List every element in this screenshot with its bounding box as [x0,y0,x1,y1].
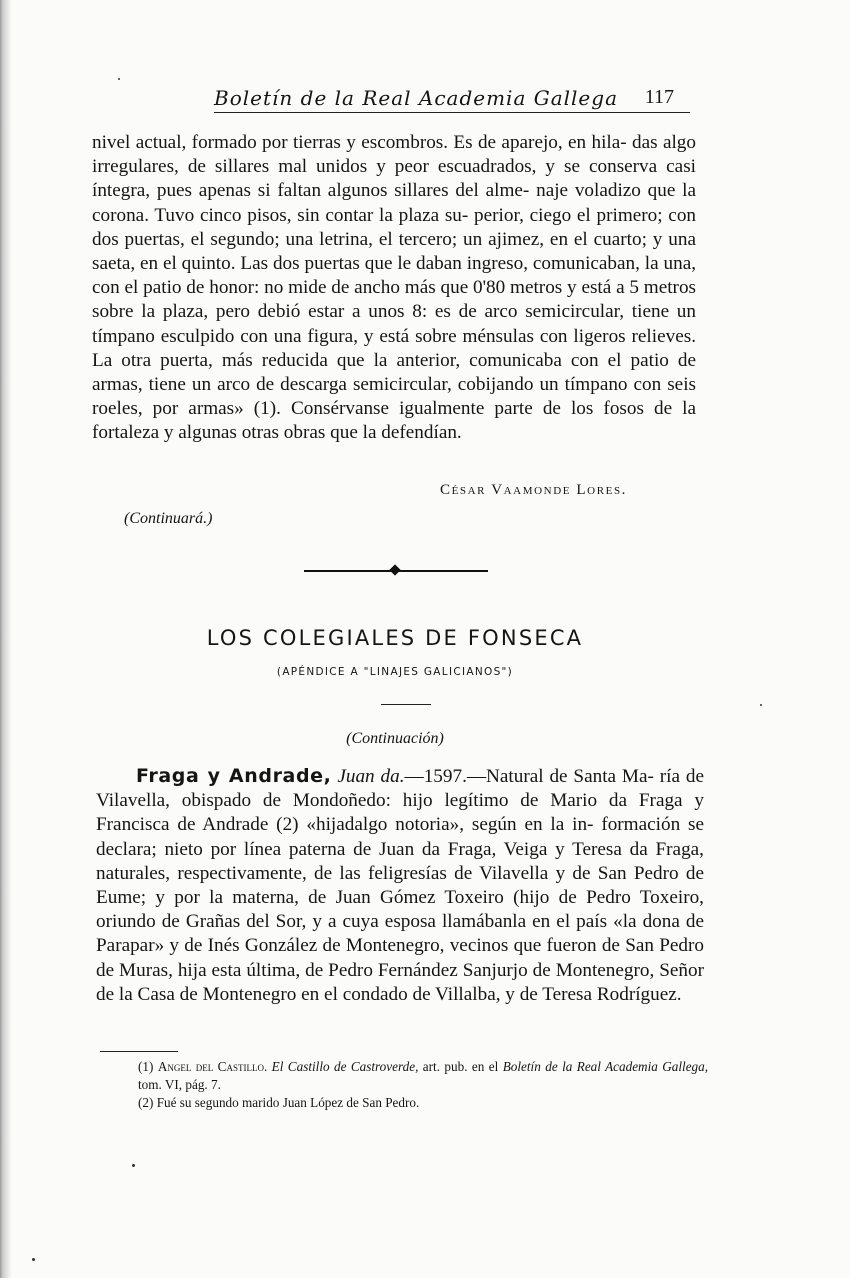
title-rule [381,704,431,705]
print-speck [760,704,762,706]
footnote-text: tom. VI, pág. 7. [138,1077,221,1092]
article2-paragraph [96,764,704,1007]
footnote-journal: Boletín de la Real Academia Gallega, [502,1059,709,1074]
section-ornament [304,565,488,577]
footnotes [100,1058,708,1112]
footnote-mark: (1) [138,1059,154,1074]
diamond-icon [389,564,400,575]
text-line: tímpano con seis roeles, por armas» (1). Consérvanse igualmente parte [92,374,696,420]
footnote-text: Fué su segundo marido Juan López de San Pedro. [156,1095,420,1110]
text-line: la plaza, pero debió estar a unos 8: es de arco semicircular, tiene un [141,301,696,323]
text-line: de Montenegro en el condado de Villalba, y de Teresa Rodríguez. [179,983,682,1005]
running-header [214,82,690,114]
print-speck [132,1164,135,1167]
continuara-note: (Continuará.) [124,510,213,527]
text-line: y Teresa da Fraga, naturales, respectivamente, de las feligresías de [96,838,704,884]
text-line: Toxeiro (hijo de Pedro Toxeiro, oriundo de Grañas del Sor, y a cuya [96,887,704,933]
footnote-2 [100,1094,708,1112]
footnote-1 [100,1058,708,1094]
footnote-text: art. pub. en el [422,1059,499,1074]
page-number: 117 [644,86,674,108]
text-line: naje voladizo que la corona. Tuvo cinco pisos, sin contar la plaza su- [92,180,697,226]
print-speck [32,1258,35,1261]
text-line: Vilavella y de San Pedro de Eume; y por la materna, de Juan Gómez [96,862,704,909]
text-line: conserva casi íntegra, pues apenas si faltan algunos sillares del alme- [92,156,696,202]
text-line: puertas que le daban ingreso, comunicaban, la una, con el patio de [92,253,697,299]
text-line: relieves. La otra puerta, más reducida que la anterior, comunicaba con [92,325,696,371]
text-line: tercero; un ajimez, en el cuarto; y una saeta, en el quinto. Las dos [92,228,696,275]
footnote-work: El Castillo de Castroverde, [271,1059,419,1074]
section-title: LOS COLEGIALES DE FONSECA [206,626,584,650]
text-line: das algo irregulares, de sillares mal unidos y peor escuadrados, y se [92,132,696,178]
print-speck [118,78,120,80]
text-line: formación se declara; nieto por línea paterna de Juan da Fraga, Veiga [96,814,704,860]
footnote-mark: (2) [138,1095,154,1110]
page-binding-edge [0,0,12,1278]
text-line: honor: no mide de ancho más que 0'80 metros y está a 5 metros sobre [92,277,697,323]
text-line: de los fosos de la fortaleza y algunas otras obras que la defendían. [92,398,697,444]
text-line: el patio de armas, tiene un arco de descarga semicircular, cobijando un [92,349,697,396]
article1-paragraph [92,131,696,446]
header-title: Boletín de la Real Academia Gallega [214,86,618,110]
footnote-author: Angel del Castillo. [157,1059,268,1074]
header-rule [214,112,690,113]
text-line: —1597.—Natural de Santa Ma- [404,766,654,787]
author-signature: César Vaamonde Lores. [440,482,628,498]
entry-name: Juan da. [337,766,405,787]
text-line: tímpano esculpido con una figura, y está sobre ménsulas con ligeros [92,325,626,347]
continuacion-note: (Continuación) [346,730,444,747]
text-line: nivel actual, formado por tierras y escombros. Es de aparejo, en hila- [92,132,627,153]
footnote-rule [100,1051,178,1052]
entry-heading: Fraga y Andrade, [136,765,332,787]
text-line: Fraga y Francisca de Andrade (2) «hijadalgo notoria», según en la in- [96,790,705,836]
section-subtitle: (APÉNDICE A "LINAJES GALICIANOS") [276,666,514,678]
text-line: esposa llamábanla en el país «la dona de Parapar» y de Inés González [96,911,705,957]
text-line: de Montenegro, vecinos que fueron de San Pedro de Muras, hija esta [96,935,704,981]
text-line: perior, ciego el primero; con dos puertas, el segundo; una letrina, el [92,204,697,250]
text-line: última, de Pedro Fernández Sanjurjo de Montenegro, Señor de la Casa [96,959,705,1005]
text-line: ría de Vilavella, obispado de Mondoñedo: hijo legítimo de Mario da [96,766,704,812]
